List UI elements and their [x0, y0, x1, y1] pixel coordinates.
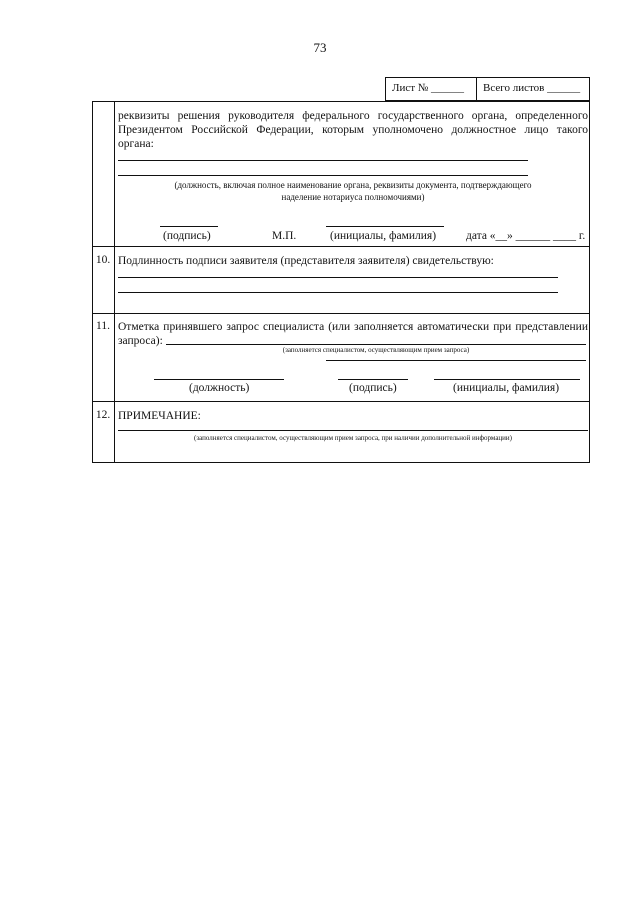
row10-text: Подлинность подписи заявителя (представителя заявителя) свидетельствую:: [118, 255, 494, 267]
row-number-11: 11.: [96, 320, 110, 332]
row12-note: (заполняется специалистом, осуществляющим прием запроса, при наличии дополнительной информации): [194, 434, 512, 442]
position-note-line-2: наделение нотариуса полномочиями): [281, 192, 425, 202]
fill-line-row11[interactable]: [166, 344, 586, 345]
sheet-number-label: Лист № ______: [392, 82, 465, 94]
sheet-box-divider: [476, 78, 477, 100]
signature-line-row11[interactable]: [338, 379, 408, 380]
row-divider-11: [92, 313, 590, 314]
initials-label-top: (инициалы, фамилия): [330, 230, 437, 242]
initials-label-row11: (инициалы, фамилия): [453, 382, 560, 394]
fill-line-authority-2[interactable]: [118, 175, 528, 176]
signature-label-top: (подпись): [163, 230, 211, 242]
fill-line-row10-2[interactable]: [118, 292, 558, 293]
seal-label: М.П.: [272, 230, 297, 242]
fill-line-row12[interactable]: [118, 430, 588, 431]
row11-text-line-1: Отметка принявшего запрос специалиста (или заполняется автоматически при представлении: [118, 321, 588, 333]
fill-line-row11-2[interactable]: [326, 360, 586, 361]
position-label: (должность): [189, 382, 250, 394]
row-divider-10: [92, 246, 590, 247]
initials-line-top[interactable]: [326, 226, 444, 227]
row-divider-12: [92, 401, 590, 402]
row-number-12: 12.: [95, 409, 111, 421]
date-label: дата «__» ______ ____ г.: [466, 230, 586, 242]
row11-text-line-2: запроса):: [118, 335, 163, 347]
total-sheets-label: Всего листов ______: [483, 82, 581, 94]
row11-note: (заполняется специалистом, осуществляющим прием запроса): [282, 346, 470, 354]
authority-text-line-3: органа:: [118, 138, 154, 150]
row12-text: ПРИМЕЧАНИЕ:: [118, 410, 201, 422]
page-number: 73: [313, 40, 327, 55]
signature-label-row11: (подпись): [349, 382, 397, 394]
initials-line-row11[interactable]: [434, 379, 580, 380]
position-line[interactable]: [154, 379, 284, 380]
sheet-counter-box: [385, 77, 590, 101]
number-column-divider: [114, 101, 115, 463]
authority-text-line-1: реквизиты решения руководителя федерального государственного органа, определенного: [118, 110, 588, 122]
signature-line-top[interactable]: [160, 226, 218, 227]
fill-line-row10-1[interactable]: [118, 277, 558, 278]
position-note-line-1: (должность, включая полное наименование органа, реквизиты документа, подтверждающего: [174, 180, 532, 190]
fill-line-authority-1[interactable]: [118, 160, 528, 161]
authority-text-line-2: Президентом Российской Федерации, которым уполномочено должностное лицо такого: [118, 124, 588, 136]
row-number-10: 10.: [95, 254, 111, 266]
